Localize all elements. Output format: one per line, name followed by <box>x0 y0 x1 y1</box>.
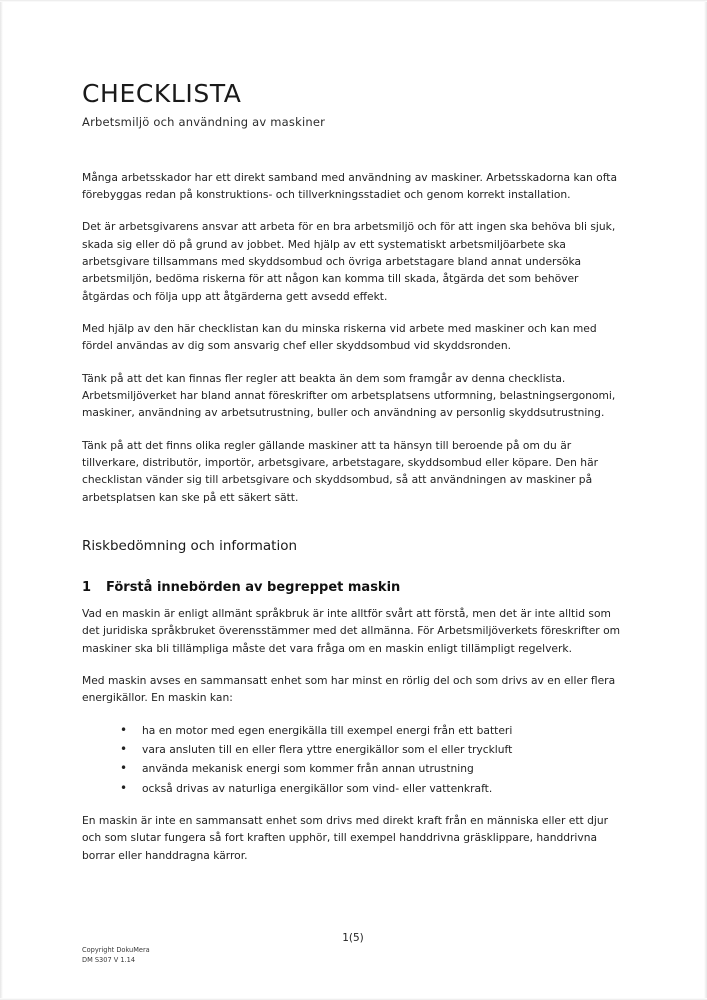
item-paragraph-2: Med maskin avses en sammansatt enhet som har minst en rörlig del och som drivs av en eller flera energikällor. En maskin kan: <box>82 673 616 705</box>
intro-paragraph-1: Många arbetsskador har ett direkt samband med användning av maskiner. Arbetsskadorna kan ofta förebyggas redan på konstruktions- och tillverkningsstadiet och genom korrekt installation. <box>82 170 618 202</box>
page-number: 1(5) <box>342 932 364 944</box>
page-edge-left <box>0 0 3 1000</box>
intro-paragraph-5: Tänk på att det finns olika regler gällande maskiner att ta hänsyn till beroende på om du är tillverkare, distributör, importör, arbetsgivare, arbetstagare, skyddsombud eller köpare. Den här checklistan vänder sig till arbetsgivare och skyddsombud, så att användningen av maskiner på arbetsplatsen kan ske på ett säkert sätt. <box>82 438 599 504</box>
page-edge-top <box>0 0 707 2</box>
footer-doc-id: DM S307 V 1.14 <box>82 955 136 964</box>
page-footer <box>82 932 624 962</box>
item-heading-text: Förstå innebörden av begreppet maskin <box>106 580 401 595</box>
footer-copyright-block <box>82 946 150 966</box>
list-item: • vara ansluten till en eller flera yttre energikällor som el eller tryckluft <box>120 741 624 758</box>
item-number: 1 <box>82 580 92 595</box>
page-title: CHECKLISTA <box>82 79 242 108</box>
item-paragraph-1: Vad en maskin är enligt allmänt språkbruk är inte alltför svårt att förstå, men det är inte alltid som det juridiska språkbruket överensstämmer med det allmänna. För Arbetsmiljöverkets föreskrifter om maskiner ska bli tillämpliga måste det vara fråga om en maskin enligt tillämpligt regelverk. <box>82 607 621 655</box>
page-subtitle: Arbetsmiljö och användning av maskiner <box>82 114 326 129</box>
section-heading-riskbedomning: Riskbedömning och information <box>82 538 298 554</box>
item-heading-1 <box>82 580 624 595</box>
document-content <box>82 80 624 879</box>
item-bullet-list <box>82 722 624 797</box>
intro-paragraph-2: Det är arbetsgivarens ansvar att arbeta för en bra arbetsmiljö och för att ingen ska behöva bli sjuk, skada sig eller dö på grund av jobbet. Med hjälp av ett systematiskt arbetsmiljöarbete ska arbetsgivare tillsammans med skyddsombud och övriga arbetstagare bland annat undersöka arbetsmiljön, bedöma riskerna för att någon kan komma till skada, åtgärda det som behöver åtgärdas och följa upp att åtgärderna gett avsedd effekt. <box>82 220 616 303</box>
item-closing-paragraph: En maskin är inte en sammansatt enhet som drivs med direkt kraft från en människa eller ett djur och som slutar fungera så fort kraften upphör, till exempel handdrivna gräsklippare, handdrivna borrar eller handdragna kärror. <box>82 813 609 862</box>
footer-copyright: Copyright DokuMera <box>82 946 150 954</box>
list-item: • använda mekanisk energi som kommer från annan utrustning <box>120 760 624 777</box>
list-item: • också drivas av naturliga energikällor som vind- eller vattenkraft. <box>120 780 624 797</box>
list-item: • ha en motor med egen energikälla till exempel energi från ett batteri <box>120 722 624 739</box>
intro-paragraph-4: Tänk på att det kan finnas fler regler att beakta än dem som framgår av denna checklista. Arbetsmiljöverket har bland annat föreskrifter om arbetsplatsens utformning, belastningsergonomi, maskiner, användning av arbetsutrustning, buller och användning av personlig skyddsutrustning. <box>82 371 616 420</box>
intro-paragraph-3: Med hjälp av den här checklistan kan du minska riskerna vid arbete med maskiner och kan med fördel användas av dig som ansvarig chef eller skyddsombud vid skyddsronden. <box>82 322 597 353</box>
